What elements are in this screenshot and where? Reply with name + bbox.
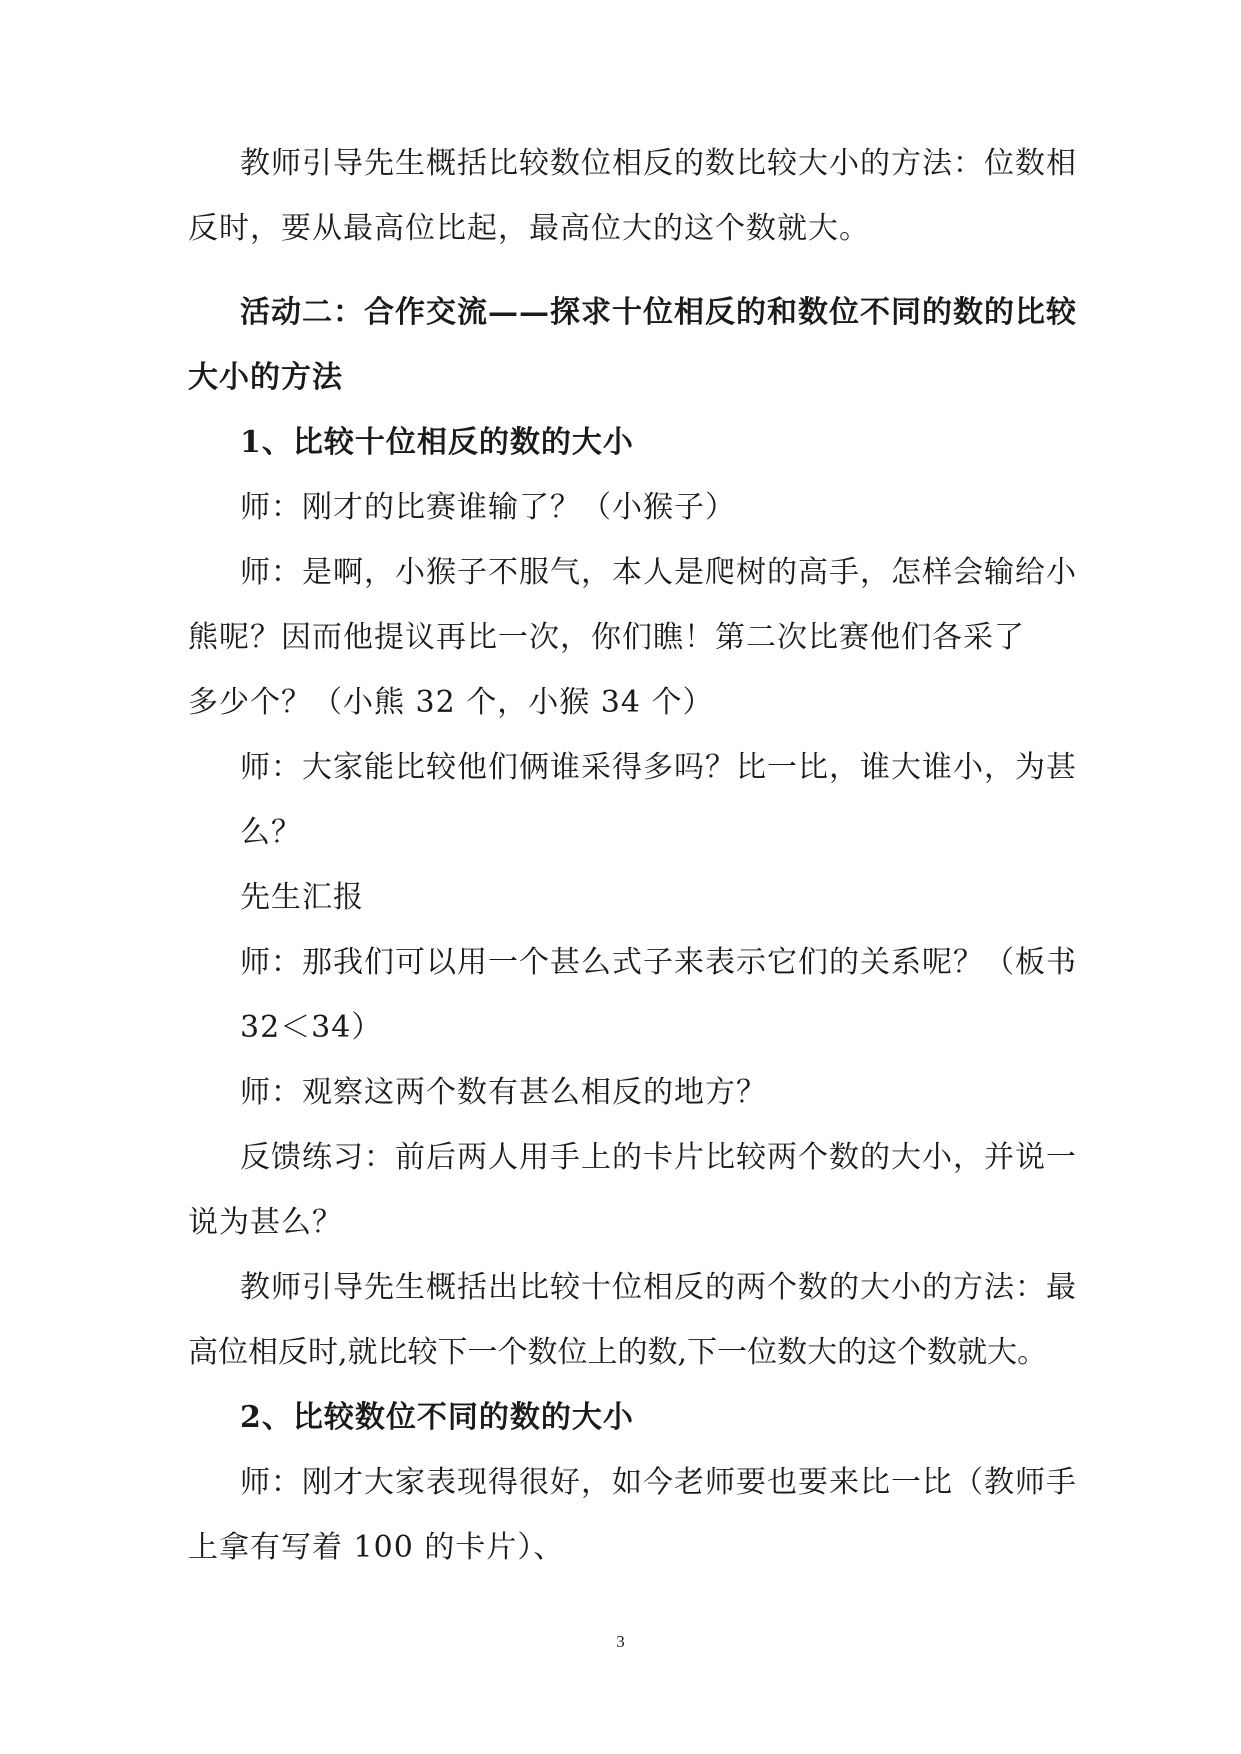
paragraph-line: 师：是啊，小猴子不服气，本人是爬树的高手，怎样会输给小 [240, 555, 1077, 590]
paragraph-line: 反馈练习：前后两人用手上的卡片比较两个数的大小，并说一 [240, 1140, 1077, 1175]
paragraph-line: 多少个？（小熊 32 个，小猴 34 个） [188, 685, 714, 720]
paragraph-line: 高位相反时,就比较下一个数位上的数,下一位数大的这个数就大。 [188, 1335, 1048, 1370]
paragraph-line: 么？ [240, 815, 302, 850]
paragraph-line: 教师引导先生概括比较数位相反的数比较大小的方法：位数相 [240, 146, 1077, 181]
paragraph-line: 师：那我们可以用一个甚么式子来表示它们的关系呢？（板书 [240, 945, 1077, 980]
subsection-heading: 2、比较数位不同的数的大小 [240, 1400, 634, 1435]
paragraph-line: 师：观察这两个数有甚么相反的地方？ [240, 1075, 767, 1110]
paragraph-line: 上拿有写着 100 的卡片）、 [188, 1530, 565, 1565]
section-heading-line: 活动二：合作交流——探求十位相反的和数位不同的数的比较 [240, 295, 1077, 330]
paragraph-line: 教师引导先生概括出比较十位相反的两个数的大小的方法：最 [240, 1270, 1077, 1305]
paragraph-line: 师：刚才大家表现得很好，如今老师要也要来比一比（教师手 [240, 1465, 1077, 1500]
paragraph-line: 熊呢？因而他提议再比一次，你们瞧！第二次比赛他们各采了 [188, 620, 1025, 655]
page-number: 3 [616, 1632, 625, 1651]
paragraph-line: 师：大家能比较他们俩谁采得多吗？比一比，谁大谁小，为甚 [240, 750, 1077, 785]
subsection-heading: 1、比较十位相反的数的大小 [240, 425, 634, 460]
paragraph-line: 师：刚才的比赛谁输了？（小猴子） [240, 490, 736, 525]
section-heading-line: 大小的方法 [188, 360, 343, 395]
paragraph-line: 32＜34） [240, 1010, 383, 1045]
paragraph-line: 反时，要从最高位比起，最高位大的这个数就大。 [188, 211, 870, 246]
paragraph-line: 先生汇报 [240, 880, 364, 915]
paragraph-line: 说为甚么？ [188, 1205, 343, 1240]
